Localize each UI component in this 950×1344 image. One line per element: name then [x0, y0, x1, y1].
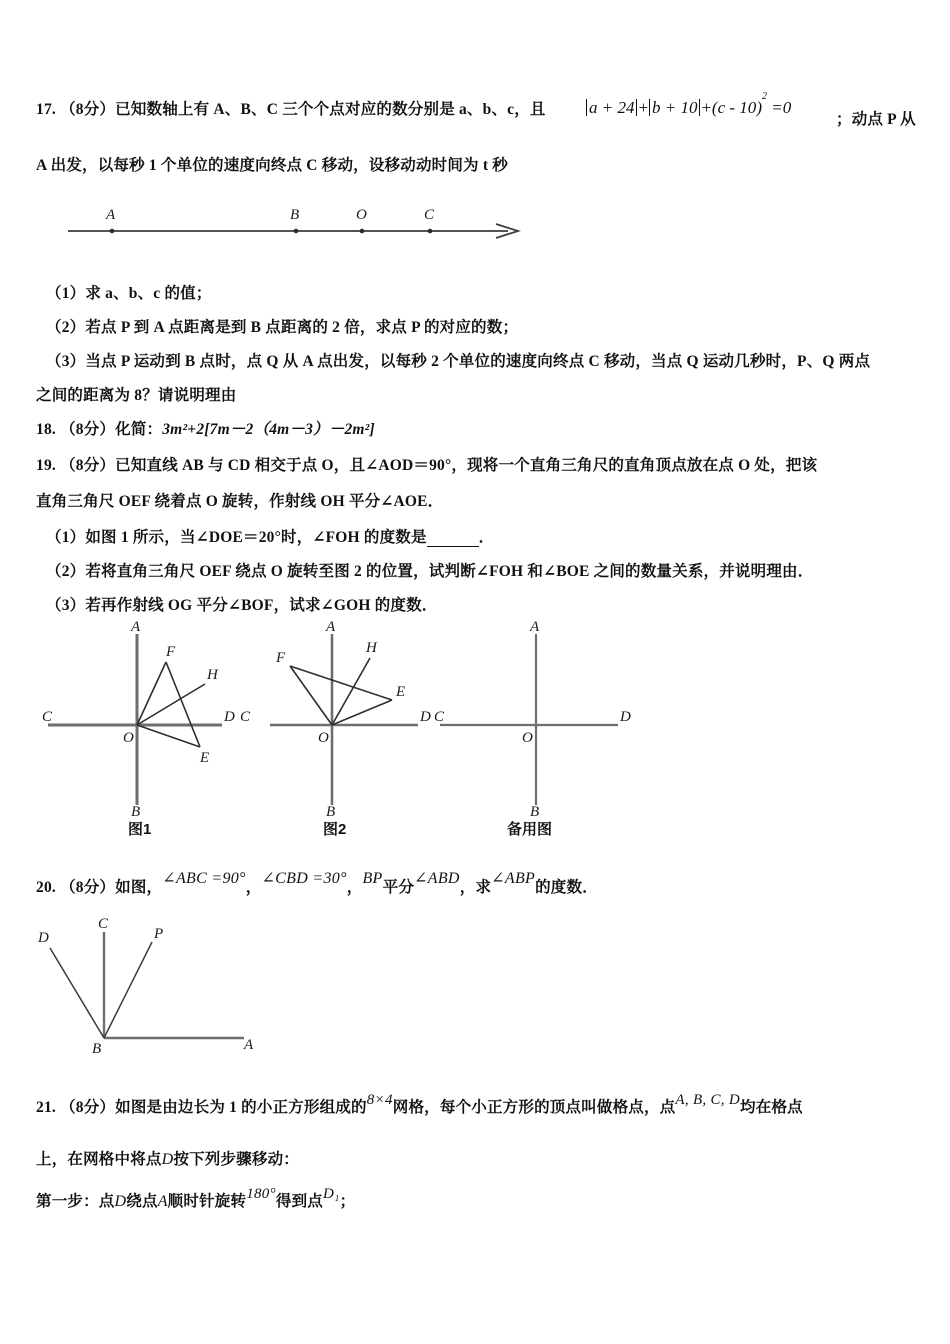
figure1-label-c: C [42, 709, 53, 725]
question-21-l3-b: 绕点 [126, 1193, 158, 1210]
number-line-point-b [294, 229, 299, 234]
formula-square-base: c - 10 [717, 98, 757, 117]
figure2-label-e: E [396, 684, 406, 700]
question-21-grid-size: 8×4 [366, 1092, 393, 1108]
question-20-tail-text: 的度数． [535, 879, 598, 896]
question-20-math-bp: BP [362, 870, 383, 887]
question-19-number: 19. [36, 457, 56, 474]
figure3-label-d: D [620, 709, 631, 725]
question-21-l3-point-d: D [114, 1193, 127, 1210]
figure3-label-c-left: C [434, 709, 445, 725]
figure3-label-a: A [530, 620, 540, 635]
figure2-label-d: D [420, 709, 431, 725]
question-21-l3-d: 得到点 [275, 1193, 323, 1210]
figure2-label-o: O [318, 730, 329, 746]
question-17-stem-tail: ；动点 P 从 [836, 111, 916, 128]
question-20-figure [32, 916, 297, 1066]
number-line-label-c: C [424, 207, 435, 223]
number-line-label-a: A [106, 207, 116, 223]
question-21-number: 21. [36, 1099, 56, 1116]
question-17-sub-2: （2）若点 P 到 A 点距离是到 B 点距离的 2 倍，求点 P 的对应的数； [46, 319, 519, 336]
question-19-figure-3-caption: 备用图 [507, 821, 553, 838]
question-20-points: （8分） [60, 879, 116, 896]
question-19-stem-line1 [36, 456, 817, 475]
question-17-number: 17. [36, 101, 56, 118]
question-20-math-cbd: ∠CBD =30° [261, 870, 347, 887]
figure1-label-h: H [207, 667, 218, 683]
figure1-label-o: O [123, 730, 134, 746]
question-19-figure-1-caption: 图1 [128, 821, 152, 838]
figure2-label-b: B [326, 804, 336, 820]
question-21-l3-e: ； [339, 1193, 356, 1210]
figure3-label-b: B [530, 804, 540, 820]
formula-abs-2: b + 10 [649, 99, 700, 116]
question-17-sub-3-cont: 之间的距离为 8？请说明理由 [36, 387, 237, 404]
formula-square-exponent: 2 [761, 90, 767, 102]
question-21-l3-a: 第一步：点 [36, 1193, 115, 1210]
question-21-text-a: 如图是由边长为 1 的小正方形组成的 [115, 1099, 367, 1116]
question-21-l2-b: 按下列步骤移动： [173, 1151, 299, 1168]
figure3-label-o: O [522, 730, 533, 746]
question-17-number-line-figure [60, 200, 540, 248]
question-21-l3-c: 顺时针旋转 [167, 1193, 247, 1210]
question-19-figure-3 [440, 620, 670, 820]
formula-abs-1: a + 24 [586, 99, 637, 116]
figure1-label-f: F [166, 644, 176, 660]
question-20-sep3: ，求 [459, 879, 492, 896]
answer-blank[interactable] [427, 532, 479, 548]
question-21-l2-a: 上，在网格中将点 [36, 1151, 162, 1168]
question-17-stem-text: 已知数轴上有 A、B、C 三个个点对应的数分别是 a、b、c，且 [115, 101, 546, 118]
figure1-ray-oe [137, 725, 200, 747]
question-18-label: 化简： [115, 421, 163, 438]
question-17-formula: a + 24 + b + 10 +(c - 10)$^2$ =0 [586, 98, 791, 118]
question-20-stem [36, 870, 598, 898]
question-19-points: （8分） [60, 457, 116, 474]
number-line-point-c [428, 229, 433, 234]
figure2-segment-fe [290, 666, 392, 700]
question-18-expression: 3m²+2[7m－2（4m－3）－2m²] [162, 421, 375, 438]
number-line-point-a [110, 229, 115, 234]
question-19-sub-1: （1）如图 1 所示，当∠DOE＝20°时，∠FOH 的度数是 ． [46, 529, 495, 546]
figure2-label-h: H [366, 640, 377, 656]
question-20-math-abc: ∠ABC =90° [162, 870, 246, 887]
number-line-label-o: O [356, 207, 367, 223]
question-19-stem-text: 已知直线 AB 与 CD 相交于点 O，且∠AOD＝90°，现将一个直角三角尺的直角顶点放在点 O 处，把该 [115, 457, 818, 474]
question-19-stem-line2: 直角三角尺 OEF 绕着点 O 旋转，作射线 OH 平分∠AOE． [36, 493, 444, 510]
figure2-label-f: F [276, 650, 286, 666]
question-21-text-b: 网格，每个小正方形的顶点叫做格点，点 [392, 1099, 676, 1116]
figure1-label-e: E [200, 750, 210, 766]
question-21-line3 [36, 1186, 356, 1212]
question-17-sub-3: （3）当点 P 运动到 B 点时，点 Q 从 A 点出发，以每秒 2 个单位的速度向终点 C 移动，当点 Q 运动几秒时，P、Q 两点 [46, 353, 871, 370]
question-20-number: 20. [36, 879, 56, 896]
question-17-stem-line2: A 出发，以每秒 1 个单位的速度向终点 C 移动，设移动动时间为 t 秒 [36, 157, 508, 174]
question-20-math-abp: ∠ABP [491, 870, 536, 887]
figure1-label-d: D [224, 709, 235, 725]
number-line-point-o [360, 229, 365, 234]
question-20-sep2: ， [346, 879, 363, 896]
number-line-label-b: B [290, 207, 300, 223]
q20-label-b: B [92, 1041, 102, 1057]
figure2-ray-oe [332, 700, 392, 725]
question-21-line2 [36, 1150, 299, 1170]
question-18-line [36, 420, 375, 439]
question-21-point-d: D [161, 1151, 174, 1168]
question-19-figure-2-caption: 图2 [323, 821, 347, 838]
question-20-sep1: ， [245, 879, 262, 896]
question-17-points: （8分） [60, 101, 116, 118]
q20-label-p: P [154, 926, 164, 942]
question-21-point-d1: D₁ [323, 1186, 340, 1202]
q20-ray-bd [50, 948, 104, 1038]
figure1-label-b: B [131, 804, 141, 820]
question-17-sub-1: （1）求 a、b、c 的值； [46, 285, 212, 302]
figure2-ray-of [290, 666, 332, 725]
question-19-sub-2: （2）若将直角三角尺 OEF 绕点 O 旋转至图 2 的位置，试判断∠FOH 和∠BOE 之间的数量关系，并说明理由． [46, 563, 814, 580]
question-18-number: 18. [36, 421, 56, 438]
question-21-line1 [36, 1092, 803, 1118]
q20-ray-bp [104, 942, 152, 1038]
question-18-points: （8分） [60, 421, 116, 438]
question-21-points-abcd: A, B, C, D [675, 1092, 741, 1108]
question-19-sub-3: （3）若再作射线 OG 平分∠BOF，试求∠GOH 的度数． [46, 597, 438, 614]
q20-label-a: A [244, 1037, 254, 1053]
question-21-text-c: 均在格点 [740, 1099, 803, 1116]
formula-equals: =0 [771, 98, 792, 117]
question-21-l3-point-a: A [157, 1193, 168, 1210]
question-19-figure-1 [40, 620, 270, 820]
q20-label-d: D [38, 930, 49, 946]
figure2-label-a: A [326, 620, 336, 635]
question-20-bisect-text: 平分 [382, 879, 415, 896]
question-21-points: （8分） [60, 1099, 116, 1116]
question-20-math-abd: ∠ABD [414, 870, 460, 887]
figure2-label-c-left: C [240, 709, 251, 725]
q20-label-c: C [98, 916, 109, 932]
figure1-label-a: A [131, 620, 141, 635]
question-21-rotation-angle: 180° [246, 1186, 276, 1202]
question-20-prefix: 如图， [115, 879, 163, 896]
